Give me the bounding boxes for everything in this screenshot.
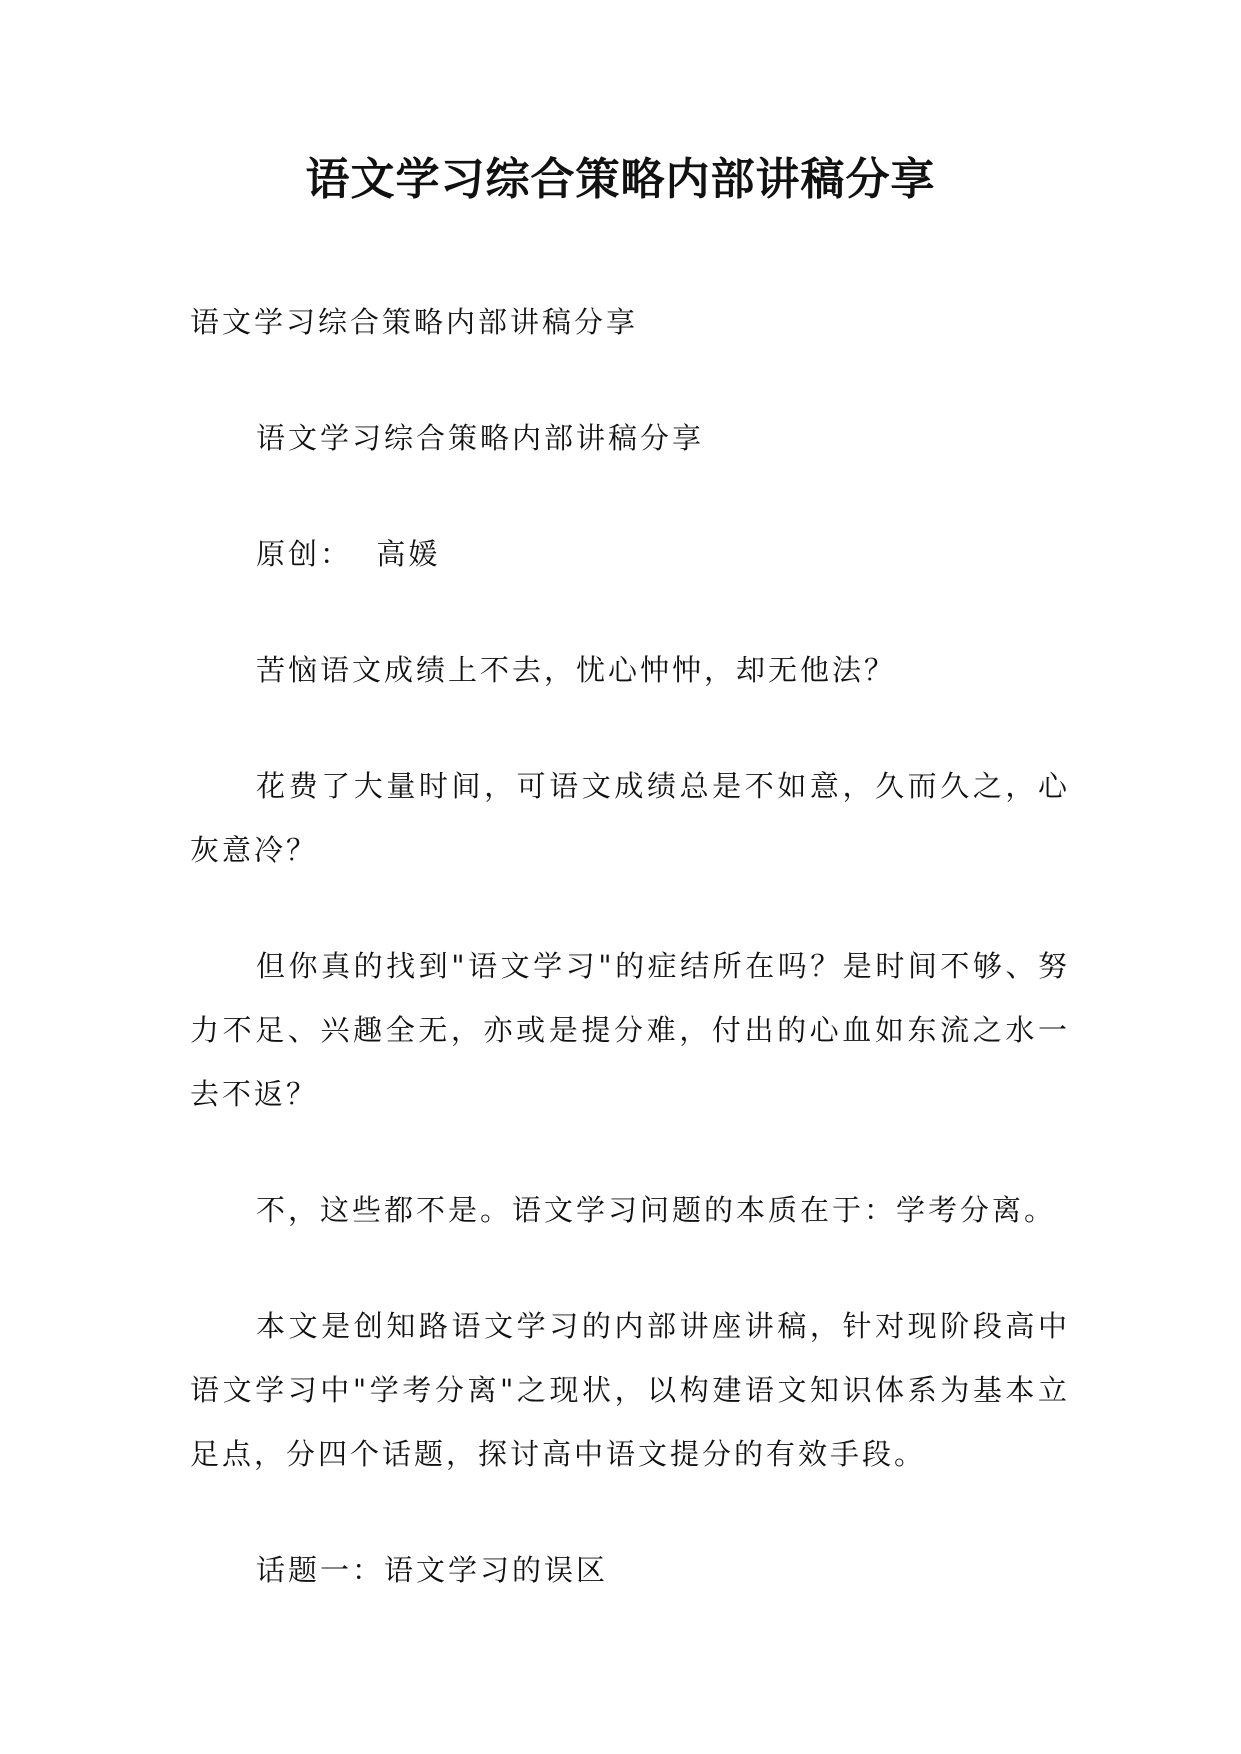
paragraph-heading-repeat: 语文学习综合策略内部讲稿分享 <box>190 305 639 339</box>
paragraph: 苦恼语文成绩上不去，忧心忡忡，却无他法？ <box>256 653 897 687</box>
paragraph: 不，这些都不是。语文学习问题的本质在于：学考分离。 <box>256 1193 1057 1227</box>
section-heading: 话题一：语文学习的误区 <box>256 1553 609 1587</box>
document-body <box>190 290 1070 1654</box>
paragraph: 花费了大量时间，可语文成绩总是不如意，久而久之，心灰意冷？ <box>190 769 1070 867</box>
paragraph: 本文是创知路语文学习的内部讲座讲稿，针对现阶段高中语文学习中"学考分离"之现状，以构建语文知识体系为基本立足点，分四个话题，探讨高中语文提分的有效手段。 <box>190 1309 1070 1471</box>
document-title: 语文学习综合策略内部讲稿分享 <box>305 154 936 205</box>
paragraph-subtitle: 语文学习综合策略内部讲稿分享 <box>256 421 705 455</box>
paragraph-author: 原创： 高媛 <box>256 537 441 571</box>
paragraph: 但你真的找到"语文学习"的症结所在吗？是时间不够、努力不足、兴趣全无，亦或是提分难，付出的心血如东流之水一去不返？ <box>190 949 1070 1111</box>
